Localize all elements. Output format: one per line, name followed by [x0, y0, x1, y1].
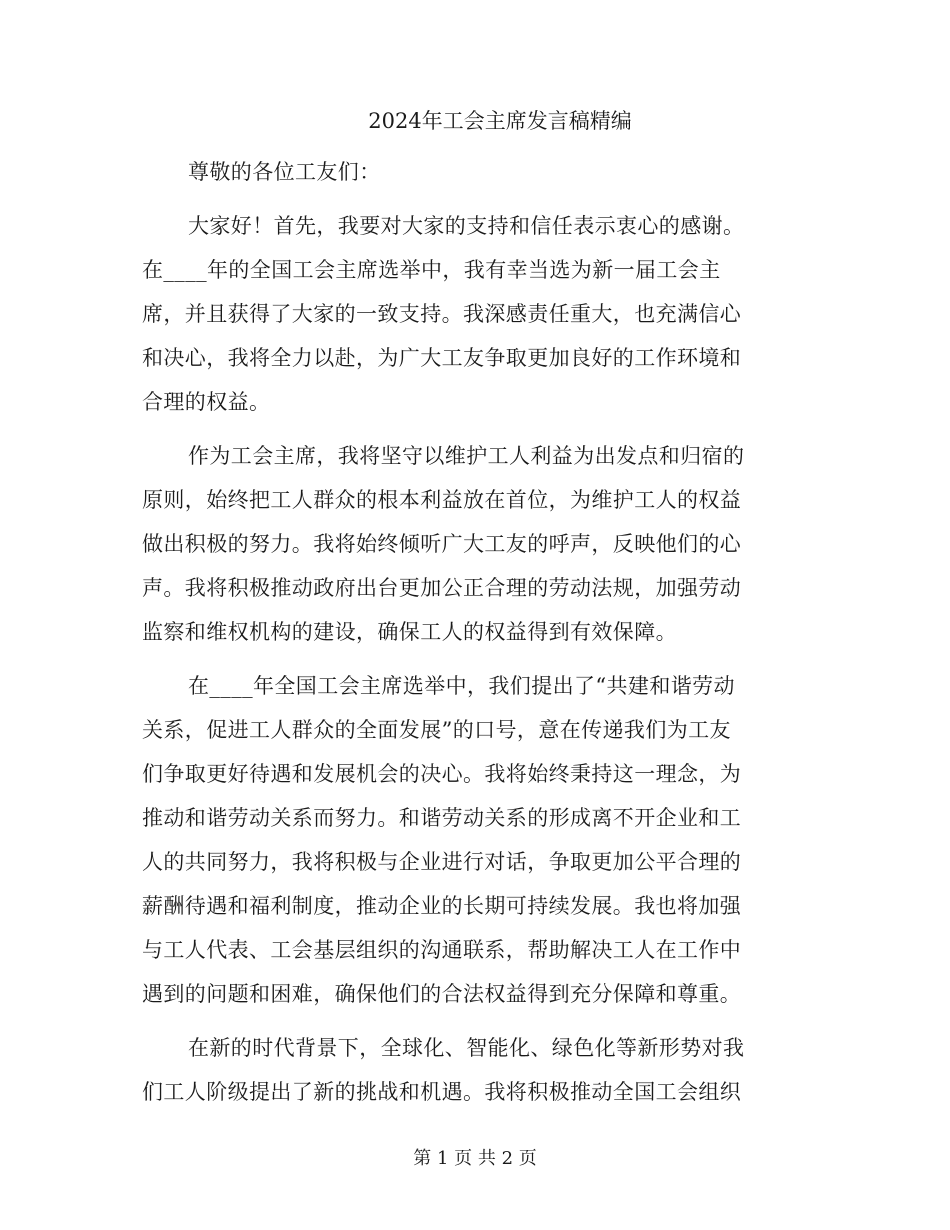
paragraph-line: 做出积极的努力。我将始终倾听广大工友的呼声，反映他们的心 [142, 532, 742, 556]
document-title: 2024年工会主席发言稿精编 [368, 109, 632, 133]
paragraph-line: 监察和维权机构的建设，确保工人的权益得到有效保障。 [142, 620, 677, 644]
paragraph-line: 们工人阶级提出了新的挑战和机遇。我将积极推动全国工会组织 [142, 1080, 742, 1104]
paragraph-line: 原则，始终把工人群众的根本利益放在首位，为维护工人的权益 [142, 488, 742, 512]
paragraph-line: 们争取更好待遇和发展机会的决心。我将始终秉持这一理念，为 [142, 762, 742, 786]
paragraph-line: 人的共同努力，我将积极与企业进行对话，争取更加公平合理的 [142, 850, 742, 874]
paragraph-line: 作为工会主席，我将坚守以维护工人利益为出发点和归宿的 [188, 444, 745, 468]
paragraph-line: 与工人代表、工会基层组织的沟通联系，帮助解决工人在工作中 [142, 938, 742, 962]
page-indicator: 第 1 页 共 2 页 [413, 1148, 537, 1169]
paragraph-line: 在____年全国工会主席选举中，我们提出了“共建和谐劳动 [188, 674, 735, 698]
paragraph-line: 席，并且获得了大家的一致支持。我深感责任重大，也充满信心 [142, 302, 742, 326]
paragraph-line: 和决心，我将全力以赴，为广大工友争取更加良好的工作环境和 [142, 346, 742, 370]
paragraph-line: 薪酬待遇和福利制度，推动企业的长期可持续发展。我也将加强 [142, 894, 742, 918]
paragraph-line: 合理的权益。 [142, 390, 271, 414]
paragraph-line: 声。我将积极推动政府出台更加公正合理的劳动法规，加强劳动 [142, 576, 742, 600]
paragraph-line: 大家好！首先，我要对大家的支持和信任表示衷心的感谢。 [188, 214, 745, 238]
paragraph-line: 推动和谐劳动关系而努力。和谐劳动关系的形成离不开企业和工 [142, 806, 742, 830]
paragraph-line: 在____年的全国工会主席选举中，我有幸当选为新一届工会主 [142, 258, 721, 282]
salutation-line: 尊敬的各位工友们： [188, 160, 381, 184]
paragraph-line: 遇到的问题和困难，确保他们的合法权益得到充分保障和尊重。 [142, 982, 742, 1006]
document-body [142, 150, 802, 1114]
paragraph-line: 关系，促进工人群众的全面发展”的口号，意在传递我们为工友 [142, 718, 731, 742]
paragraph-line: 在新的时代背景下，全球化、智能化、绿色化等新形势对我 [188, 1036, 745, 1060]
